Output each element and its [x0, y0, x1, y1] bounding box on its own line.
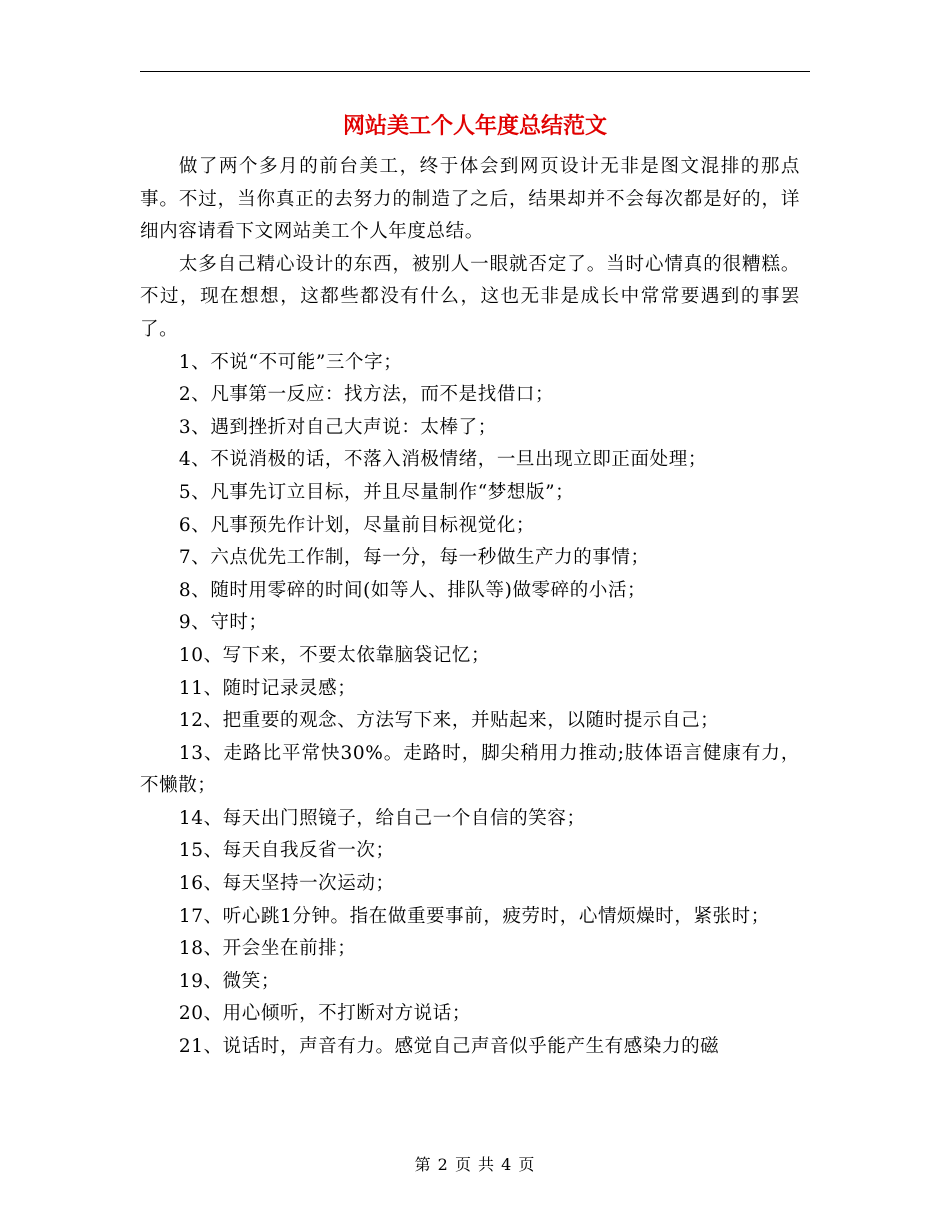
- list-item-5: 5、凡事先订立目标，并且尽量制作“梦想版”；: [178, 481, 575, 503]
- list-item-7: 7、六点优先工作制，每一分，每一秒做生产力的事情；: [178, 547, 650, 569]
- list-item-3: 3、遇到挫折对自己大声说：太棒了；: [178, 416, 497, 438]
- list-item-20: 20、用心倾听，不打断对方说话；: [178, 1003, 471, 1025]
- document-title: 网站美工个人年度总结范文: [342, 113, 607, 139]
- list-item-13: 13、走路比平常快30%。走路时，脚尖稍用力推动;肢体语言健康有力，不懒散；: [140, 742, 800, 797]
- list-item-14: 14、每天出门照镜子，给自己一个自信的笑容；: [178, 807, 586, 829]
- list-item-17: 17、听心跳1分钟。指在做重要事前，疲劳时，心情烦燥时，紧张时；: [178, 905, 770, 927]
- list-item-10: 10、写下来，不要太依靠脑袋记忆；: [178, 644, 491, 666]
- list-item-16: 16、每天坚持一次运动；: [178, 873, 395, 895]
- list-item-19: 19、微笑；: [178, 970, 280, 992]
- list-item-4: 4、不说消极的话，不落入消极情绪，一旦出现立即正面处理；: [178, 449, 707, 471]
- list-item-2: 2、凡事第一反应：找方法，而不是找借口；: [178, 384, 555, 406]
- header-rule: [140, 71, 810, 72]
- intro-paragraph: 做了两个多月的前台美工，终于体会到网页设计无非是图文混排的那点事。不过，当你真正的去努力的制造了之后，结果却并不会每次都是好的，详细内容请看下文网站美工个人年度总结。: [140, 156, 800, 243]
- list-item-9: 9、守时；: [178, 612, 268, 634]
- list-item-18: 18、开会坐在前排；: [178, 938, 357, 960]
- list-item-21: 21、说话时，声音有力。感觉自己声音似乎能产生有感染力的磁: [178, 1036, 720, 1058]
- context-paragraph: 太多自己精心设计的东西，被别人一眼就否定了。当时心情真的很糟糕。不过，现在想想，这都些都没有什么，这也无非是成长中常常要遇到的事罢了。: [140, 253, 800, 340]
- list-item-12: 12、把重要的观念、方法写下来，并贴起来，以随时提示自己；: [178, 710, 720, 732]
- list-item-11: 11、随时记录灵感；: [178, 677, 357, 699]
- list-item-1: 1、不说“不可能”三个字；: [178, 351, 403, 373]
- document-body: [140, 151, 800, 1064]
- list-item-15: 15、每天自我反省一次；: [178, 840, 395, 862]
- list-item-6: 6、凡事预先作计划，尽量前目标视觉化；: [178, 514, 536, 536]
- page-number-footer: 第 2 页 共 4 页: [414, 1155, 536, 1174]
- list-item-8: 8、随时用零碎的时间(如等人、排队等)做零碎的小活；: [178, 579, 647, 601]
